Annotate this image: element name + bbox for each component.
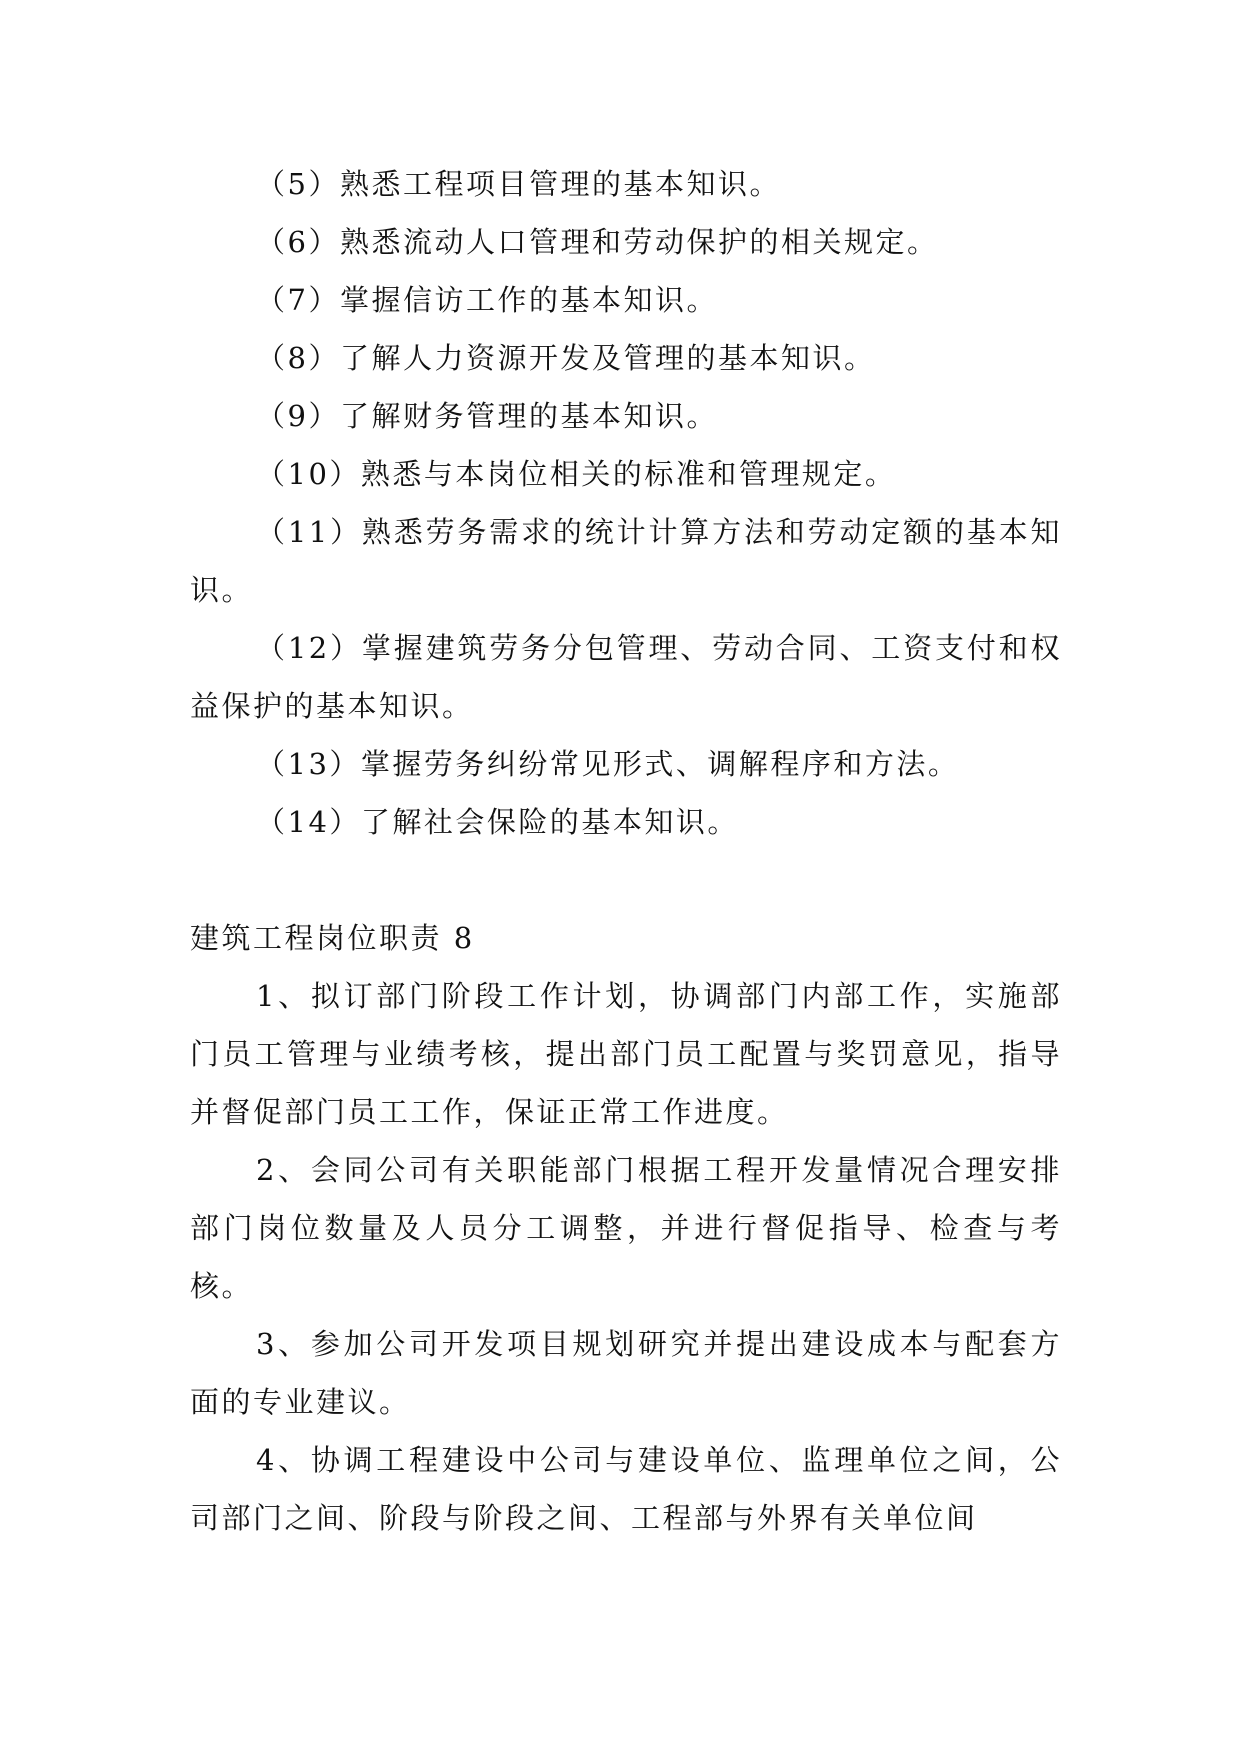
duty-item: 3、参加公司开发项目规划研究并提出建设成本与配套方面的专业建议。 xyxy=(190,1327,1062,1419)
knowledge-item: （12）掌握建筑劳务分包管理、劳动合同、工资支付和权益保护的基本知识。 xyxy=(190,631,1062,723)
knowledge-item: （13）掌握劳务纠纷常见形式、调解程序和方法。 xyxy=(256,747,960,781)
knowledge-item: （11）熟悉劳务需求的统计计算方法和劳动定额的基本知识。 xyxy=(190,515,1062,607)
knowledge-item: （5）熟悉工程项目管理的基本知识。 xyxy=(256,167,781,201)
knowledge-item: （10）熟悉与本岗位相关的标准和管理规定。 xyxy=(256,457,897,491)
duty-item: 2、会同公司有关职能部门根据工程开发量情况合理安排部门岗位数量及人员分工调整，并进行督促指导、检查与考核。 xyxy=(190,1153,1062,1303)
knowledge-item: （7）掌握信访工作的基本知识。 xyxy=(256,283,718,317)
section-title: 建筑工程岗位职责 8 xyxy=(190,921,475,955)
knowledge-item: （14）了解社会保险的基本知识。 xyxy=(256,805,739,839)
duty-item: 1、拟订部门阶段工作计划，协调部门内部工作，实施部门员工管理与业绩考核，提出部门员工配置与奖罚意见，指导并督促部门员工工作，保证正常工作进度。 xyxy=(190,979,1062,1129)
knowledge-item: （6）熟悉流动人口管理和劳动保护的相关规定。 xyxy=(256,225,939,259)
knowledge-item: （8）了解人力资源开发及管理的基本知识。 xyxy=(256,341,876,375)
knowledge-item: （9）了解财务管理的基本知识。 xyxy=(256,399,718,433)
duty-item: 4、协调工程建设中公司与建设单位、监理单位之间，公司部门之间、阶段与阶段之间、工程部与外界有关单位间 xyxy=(190,1443,1062,1535)
document-body xyxy=(190,155,1062,1547)
